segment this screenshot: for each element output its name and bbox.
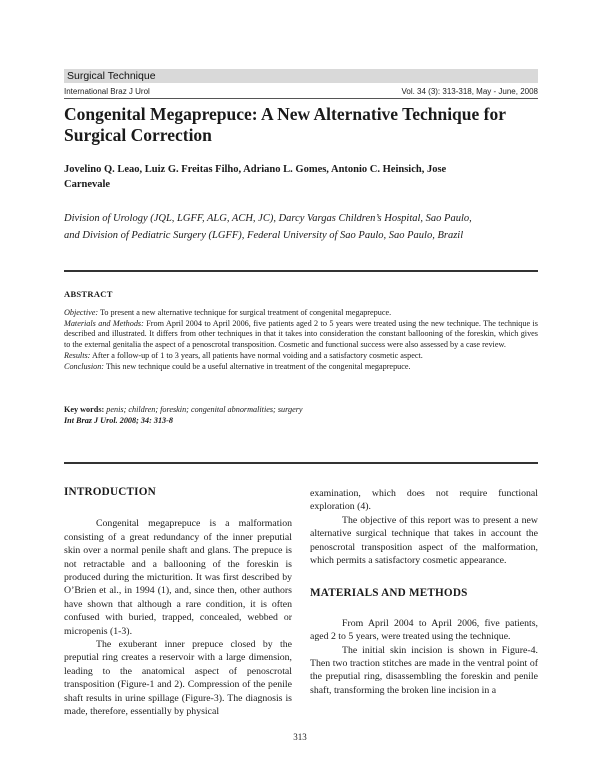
objective-label: Objective: (64, 308, 99, 317)
section-label: Surgical Technique (67, 70, 156, 82)
affiliation-line-1: Division of Urology (JQL, LGFF, ALG, ACH, JC), Darcy Vargas Children’s Hospital, Sao Paulo, (64, 213, 472, 224)
methods-text: From April 2004 to April 2006, five patients aged 2 to 5 years were treated using the new technique. The technique is described and illustrated. It differs from other techniques in that it takes into consideration the constant ballooning of the foreskin, which gives to the external genitalia the aspect of a penoscrotal transposition. Cosmetic and functional success were also assessed by a case review. (64, 318, 538, 350)
volume-info: Vol. 34 (3): 313-318, May - June, 2008 (401, 87, 538, 96)
citation-text: Int Braz J Urol. 2008; 34: 313-8 (64, 415, 173, 425)
intro-paragraph-2: The exuberant inner prepuce closed by the preputial ring creates a reservoir with a large dimension, leading to the anatomical aspect of penoscrotal transposition (Figure-1 and 2). Compression of the penile shaft results in urine spillage (Figure-3). The diagnosis is made, therefore, essentially by physical (64, 639, 292, 718)
abstract-top-rule (64, 270, 538, 272)
article-title (64, 104, 538, 146)
authors-line-2: Carnevale (64, 179, 111, 190)
authors-line-1: Jovelino Q. Leao, Luiz G. Freitas Filho, Adriano L. Gomes, Antonio C. Heinsich, Jose (64, 164, 447, 175)
title-line-1: Congenital Megaprepuce: A New Alternative Technique for (64, 104, 507, 124)
abstract-bottom-rule (64, 462, 538, 464)
results-label: Results: (64, 350, 91, 360)
header-rule (64, 98, 538, 99)
section-label-bar (64, 69, 538, 83)
keywords-line (64, 405, 538, 416)
results-text: After a follow-up of 1 to 3 years, all patients have normal voiding and a satisfactory cosmetic aspect. (90, 350, 423, 360)
introduction-heading: INTRODUCTION (64, 486, 156, 498)
conclusion-text: This new technique could be a useful alternative in treatment of the congenital megaprepuce. (104, 361, 411, 371)
methods-paragraph-2: The initial skin incision is shown in Figure-4. Then two traction stitches are made in the ventral point of the preputial ring, disassembling the foreskin and penile shaft, transforming the broken line incision in a (310, 644, 538, 696)
citation-line (64, 416, 538, 427)
abstract-heading: ABSTRACT (64, 289, 113, 299)
affiliations (64, 210, 538, 244)
abstract-conclusion (64, 362, 538, 373)
conclusion-label: Conclusion: (64, 361, 105, 371)
title-line-2: Surgical Correction (64, 125, 212, 145)
journal-name: International Braz J Urol (64, 87, 150, 96)
objective-text: To present a new alternative technique for surgical treatment of congenital megaprepuce. (98, 308, 392, 317)
left-column (64, 486, 292, 719)
methods-heading: MATERIALS AND METHODS (310, 587, 468, 600)
journal-header (64, 86, 538, 98)
abstract-results (64, 351, 538, 362)
page-number: 313 (293, 732, 307, 742)
keywords-label: Key words: (64, 405, 105, 414)
intro-paragraph-1: Congenital megaprepuce is a malformation consisting of a great redundancy of the inner preputial skin over a normal penile shaft and glans. The prepuce is not retractable and a ballooning of the foreskin is produced during the micturition. It was first described by O’Brien et al., in 1994 (1), and, since then, other authors have shown that although a rare condition, it is often confused with buried, trapped, concealed, webbed or micropenis (1-3). (64, 518, 292, 637)
methods-label: Materials and Methods: (64, 318, 144, 328)
intro-paragraph-continued: examination, which does not require functional exploration (4). (310, 488, 538, 513)
objective-paragraph: The objective of this report was to present a new alternative surgical technique that takes in account the penoscrotal transposition aspect of the malformation, which permits a satisfactory cosmetic appearance. (310, 514, 538, 567)
abstract-methods (64, 319, 538, 351)
affiliation-line-2: and Division of Pediatric Surgery (LGFF), Federal University of Sao Paulo, Sao Paulo, Brazil (64, 230, 464, 241)
author-list (64, 162, 538, 192)
right-column (310, 487, 538, 697)
keywords-block (64, 405, 538, 426)
keywords-text: penis; children; foreskin; congenital abnormalities; surgery (104, 405, 303, 414)
abstract-objective (64, 308, 538, 319)
methods-paragraph-1: From April 2004 to April 2006, five patients, aged 2 to 5 years, were treated using the technique. (310, 617, 538, 643)
abstract-body (64, 308, 538, 372)
